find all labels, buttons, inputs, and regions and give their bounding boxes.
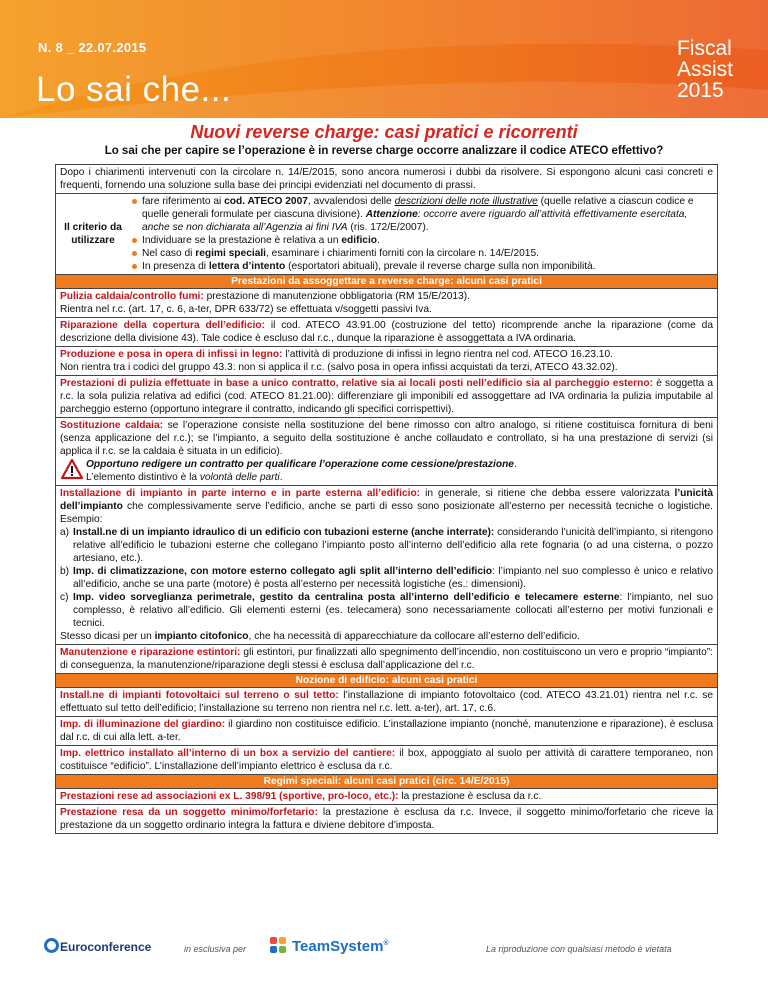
teamsystem-logo: TeamSystem® [292,938,389,955]
newsletter-heading: Lo sai che... [36,70,232,109]
case-minimum-regime: Prestazione resa da un soggetto minimo/forfetario: la prestazione è esclusa da r.c. Invece, il soggetto minimo/forfetario che riceve la prestazione da un soggetto ordinario integra la fattura e diviene debitore d’imposta. [60,807,713,831]
warning-icon [60,458,86,482]
case-photovoltaic: Install.ne di impianti fotovoltaici sul terreno o sul tetto: l’installazione di impianto fotovoltaico (cod. ATECO 43.21.01) rientra nel r.c. se effettuato sul tetto dell’edificio; l’installazione su terreno non rientra nel r.c. lett. a-ter), art. 17, c.6. [56,688,717,717]
case-associations: Prestazioni rese ad associazioni ex L. 398/91 (sportive, pro-loco, etc.): la prestazione è esclusa da r.c. [56,789,717,805]
criterion-bullet: Individuare se la prestazione è relativa a un edificio. [130,234,713,247]
criterion-list [130,195,713,273]
section-header-reverse-charge: Prestazioni da assoggettare a reverse charge: alcuni casi pratici [56,275,717,289]
criterion-label: Il criterio da utilizzare [64,222,122,246]
brand-line-2: Assist [676,58,733,81]
case-garden-lighting: Imp. di illuminazione del giardino: il giardino non costituisce edificio. L’installazione impianto (nonché, manutenzione e riparazione), è esclusa dal r.c. di cui alla lett. a-ter. [56,717,717,746]
euroconference-logo: Euroconference [60,940,152,954]
euroconference-logo-icon [44,938,59,953]
header-banner [0,0,768,118]
case-boiler-cleaning: Pulizia caldaia/controllo fumi: prestazione di manutenzione obbligatoria (RM 15/E/2013). Rientra nel r.c. (art. 17, c. 6, a-ter, DPR 633/72) se effettuata v/soggetti passivi Iva. [56,289,717,318]
case-system-inside-outside: Installazione di impianto in parte interno e in parte esterna all’edificio: in generale, si ritiene che debba essere valorizzata l’unicità dell’impianto che complessivamente serve l’edificio, anche se parti di esso sono posizionate all’esterno per necessità tecniche o logistiche. Esempio: a) Install.ne di un impianto idraulico di un edificio con tubazioni esterne (anche interrate): considerando l’unicità dell’impianto, si ritengono relative all’edificio le tubazioni esterne che collegano l’impianto posto all’interno dell’edificio alla rete fognaria (o ad una cisterna, o pozzo artesiano, etc.). b) Imp. di climatizzazione, con motore esterno collegato agli split all’interno dell’edificio: l’impianto nel suo complesso è unico e relativo all’edificio, anche se una parte (motore) è posta all’esterno per necessità logistiche (es.: dimensioni). c) Imp. video sorveglianza perimetrale, gestito da centralina posta all’interno dell’edificio e telecamere esterne: l’impianto, nel suo complesso, è relativo all’edificio. Gli elementi esterni (es. telecamera) sono necessariamente collocati all’esterno per motivi funzionali e tecnici. Stesso dicasi per un impianto citofonico, che ha necessità di apparecchiature da collocare all’esterno dell’edificio. [56,486,717,645]
criterion-bullet: fare riferimento ai cod. ATECO 2007, avvalendosi delle descrizioni delle note illustrative (quelle relative a ciascun codice e quelle generali formulate per ciascuna divisione). Attenzione: occorre avere riguardo all’attività effettivamente esercitata, anche se non dichiarata all’Agenzia ai fini IVA (ris. 172/E/2007). [130,195,713,234]
criterion-row [56,194,717,275]
case-roof-repair: Riparazione della copertura dell’edificio: il cod. ATECO 43.91.00 (costruzione del tetto) ricomprende anche la riparazione (come da descrizione della divisione 43). Tale codice è escluso dal r.c., dunque la riparazione è assoggettata a IVA ordinaria. [56,318,717,347]
article-title: Nuovi reverse charge: casi pratici e ricorrenti [190,122,578,142]
issue-number: N. 8 _ 22.07.2015 [38,40,147,55]
example-a: a) Install.ne di un impianto idraulico di un edificio con tubazioni esterne (anche interrate): considerando l’unicità dell’impianto, si ritengono relative all’edificio le tubazioni esterne che collegano l’impianto posto all’interno dell’edificio alla rete fognaria (o ad una cisterna, o pozzo artesiano, etc.). [60,527,713,564]
section-header-special-regimes: Regimi speciali: alcuni casi pratici (circ. 14/E/2015) [56,775,717,789]
exclusive-text: in esclusiva per [184,944,247,954]
article-subtitle: Lo sai che per capire se l’operazione è in reverse charge occorre analizzare il codice ATECO effettivo? [104,145,664,157]
copyright-notice: La riproduzione con qualsiasi metodo è vietata [486,944,672,954]
brand-line-3: 2015 [676,79,724,102]
footer [0,930,768,960]
brand-line-1: Fiscal [676,37,732,60]
criterion-bullet: Nel caso di regimi speciali, esaminare i chiarimenti forniti con la circolare n. 14/E/2015. [130,247,713,260]
case-extinguishers: Manutenzione e riparazione estintori: gli estintori, pur finalizzati allo spegnimento dell’incendio, non costituiscono un vero e proprio “impianto”: di conseguenza, la manutenzione/riparazione degli stessi è esclusa dall’applicazione del r.c. [56,645,717,674]
case-wood-windows: Produzione e posa in opera di infissi in legno: l’attività di produzione di infissi in legno rientra nel cod. ATECO 16.23.10. Non rientra tra i codici del gruppo 43.3: non si applica il r.c. (salvo posa in opera infissi acquistati da terzi, ATECO 43.32.02). [56,347,717,376]
intro-paragraph: Dopo i chiarimenti intervenuti con la circolare n. 14/E/2015, sono ancora numerosi i dubbi da risolvere. Si espongono alcuni casi concreti e frequenti, fornendo una soluzione sulla base dei principi evidenziati nel documento di prassi. [56,165,717,194]
case-site-box: Imp. elettrico installato all’interno di un box a servizio del cantiere: il box, appoggiato al suolo per attività di carattere temporaneo, non costituisce “edificio”. L’installazione dell’impianto elettrico è esclusa da r.c. [56,746,717,775]
criterion-bullet: In presenza di lettera d’intento (esportatori abituali), prevale il reverse charge sulla non imponibilità. [130,260,713,273]
brand-logo [677,38,733,101]
section-header-building: Nozione di edificio: alcuni casi pratici [56,674,717,688]
content-table [55,164,718,834]
example-c: c) Imp. video sorveglianza perimetrale, gestito da centralina posta all’interno dell’edificio e telecamere esterne: l’impianto, nel suo complesso, è relativo all’edificio. Gli elementi esterni (es. telecamera) sono necessariamente collocati all’esterno per motivi funzionali e tecnici. [60,592,713,629]
case-cleaning-contract: Prestazioni di pulizia effettuate in base a unico contratto, relative sia ai locali posti nell’edificio sia al parcheggio esterno: è soggetta a r.c. la sola pulizia relativa ad edifici (cod. ATECO 81.21.00): differenziare gli imponibili ed assoggettare ad IVA ordinaria la pulizia imputabile al parcheggio esterno (opportuno integrare il contratto, indicando gli specifici corrispettivi). [56,376,717,418]
teamsystem-logo-icon [270,937,286,953]
example-b: b) Imp. di climatizzazione, con motore esterno collegato agli split all’interno dell’edificio: l’impianto nel suo complesso è unico e relativo all’edificio, anche se una parte (motore) è posta all’esterno per necessità logistiche (es.: dimensioni). [60,566,714,590]
case-boiler-replacement: Sostituzione caldaia: se l’operazione consiste nella sostituzione del bene rimosso con altro analogo, si ritiene costituisca fornitura di beni (senza applicazione del r.c.); se l’impianto, a seguito della sostituzione è anche collaudato e controllato, si ha una prestazione di servizi (si applica il r.c. se la caldaia è situata in un edificio). Opportuno redigere un contratto per qualificare l’operazione come cessione/prestazione. L’elemento distintivo è la volontà delle parti. [56,418,717,486]
warning-note: Opportuno redigere un contratto per qualificare l’operazione come cessione/prestazione. L’elemento distintivo è la volontà delle parti. [60,458,713,484]
